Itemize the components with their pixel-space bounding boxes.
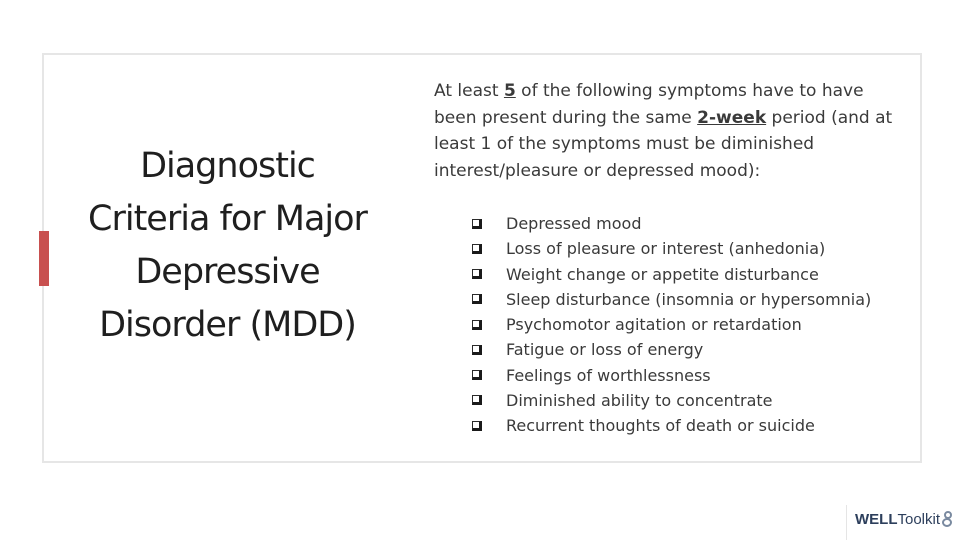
symptom-label: Fatigue or loss of energy [506,340,704,360]
accent-bar [39,231,49,286]
logo-well-text: WELL [855,511,898,528]
intro-period: 2-week [697,107,767,128]
list-item [472,211,912,236]
square-bullet-icon [472,370,482,380]
intro-text-2: of the following symptoms have to have been present during the same [434,81,864,128]
square-bullet-icon [472,244,482,254]
square-bullet-icon [472,395,482,405]
intro-count: 5 [503,81,516,101]
intro-text-1: At least [434,81,504,101]
logo-divider [846,505,847,540]
slide-title: Diagnostic Criteria for Major Depressive Disorder (MDD) [88,146,367,345]
list-item [472,236,912,261]
square-bullet-icon [472,219,482,229]
symptom-label: Psychomotor agitation or retardation [506,315,802,335]
list-item [472,287,912,312]
symptom-label: Loss of pleasure or interest (anhedonia) [506,239,826,259]
list-item [472,337,912,362]
intro-paragraph [434,78,904,184]
square-bullet-icon [472,345,482,355]
list-item [472,413,912,438]
square-bullet-icon [472,421,482,431]
list-item [472,312,912,337]
list-item [472,262,912,287]
symptom-label: Sleep disturbance (insomnia or hypersomnia) [506,289,872,309]
logo-toolkit-text: Toolkit [897,511,941,528]
list-item [472,363,912,388]
welltoolkit-logo [855,511,953,528]
symptom-label: Weight change or appetite disturbance [506,264,819,284]
symptom-label: Depressed mood [506,214,642,234]
list-item [472,388,912,413]
symptom-list [472,211,912,438]
symptom-label: Feelings of worthlessness [506,365,711,385]
square-bullet-icon [472,269,482,279]
figure-eight-ribbon-icon [941,511,953,527]
symptom-label: Recurrent thoughts of death or suicide [506,416,815,436]
intro-text-3: period (and at least 1 of the symptoms must be diminished interest/pleasure or depressed mood): [434,107,893,181]
square-bullet-icon [472,294,482,304]
square-bullet-icon [472,320,482,330]
symptom-label: Diminished ability to concentrate [506,390,773,410]
